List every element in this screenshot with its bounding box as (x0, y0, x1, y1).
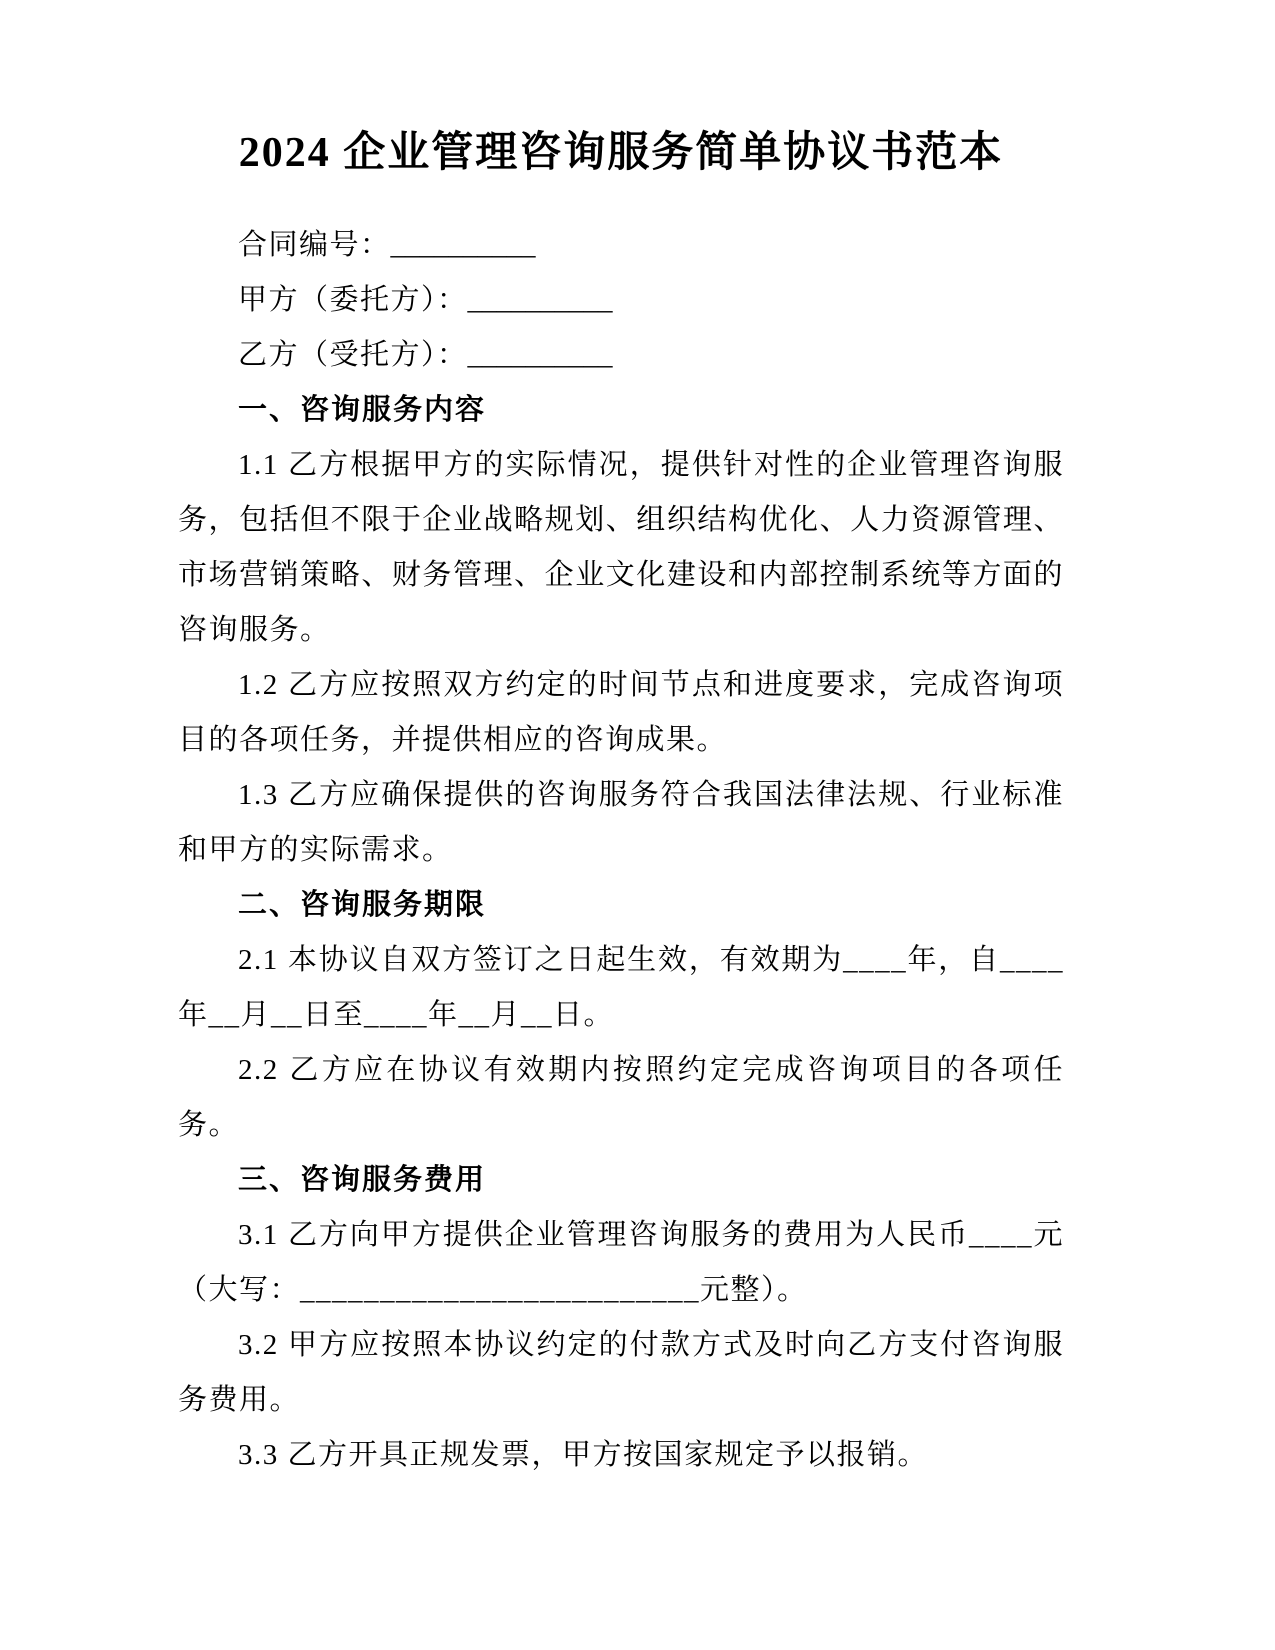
section-1-heading: 一、咨询服务内容 (238, 394, 487, 426)
contract-number-label: 合同编号： (238, 229, 391, 261)
party-a-blank: __________ (467, 284, 613, 316)
party-b-line (178, 328, 1064, 383)
clause-2-2: 2.2 乙方应在协议有效期内按照约定完成咨询项目的各项任务。 (178, 1054, 1064, 1141)
contract-number-blank: __________ (390, 229, 536, 261)
clause-1-1: 1.1 乙方根据甲方的实际情况，提供针对性的企业管理咨询服务，包括但不限于企业战略规划、组织结构优化、人力资源管理、市场营销策略、财务管理、企业文化建设和内部控制系统等方面的咨询服务。 (178, 449, 1064, 646)
contract-number-line (178, 218, 1064, 273)
document-body (178, 122, 1064, 1483)
section-2-heading: 二、咨询服务期限 (238, 889, 487, 921)
document-title: 2024 企业管理咨询服务简单协议书范本 (238, 130, 1004, 176)
party-a-label: 甲方（委托方）： (238, 284, 468, 316)
party-b-blank: __________ (467, 339, 613, 371)
clause-1-2: 1.2 乙方应按照双方约定的时间节点和进度要求，完成咨询项目的各项任务，并提供相应的咨询成果。 (178, 669, 1064, 756)
party-b-label: 乙方（受托方）： (238, 339, 468, 371)
section-3-heading: 三、咨询服务费用 (238, 1164, 487, 1196)
clause-3-1: 3.1 乙方向甲方提供企业管理咨询服务的费用为人民币____元（大写：_________________________元整）。 (178, 1219, 1064, 1306)
clause-2-1: 2.1 本协议自双方签订之日起生效，有效期为____年，自____年__月__日至____年__月__日。 (178, 944, 1064, 1031)
clause-3-3: 3.3 乙方开具正规发票，甲方按国家规定予以报销。 (238, 1439, 929, 1471)
clause-3-2: 3.2 甲方应按照本协议约定的付款方式及时向乙方支付咨询服务费用。 (178, 1329, 1064, 1416)
clause-1-3: 1.3 乙方应确保提供的咨询服务符合我国法律法规、行业标准和甲方的实际需求。 (178, 779, 1064, 866)
party-a-line (178, 273, 1064, 328)
